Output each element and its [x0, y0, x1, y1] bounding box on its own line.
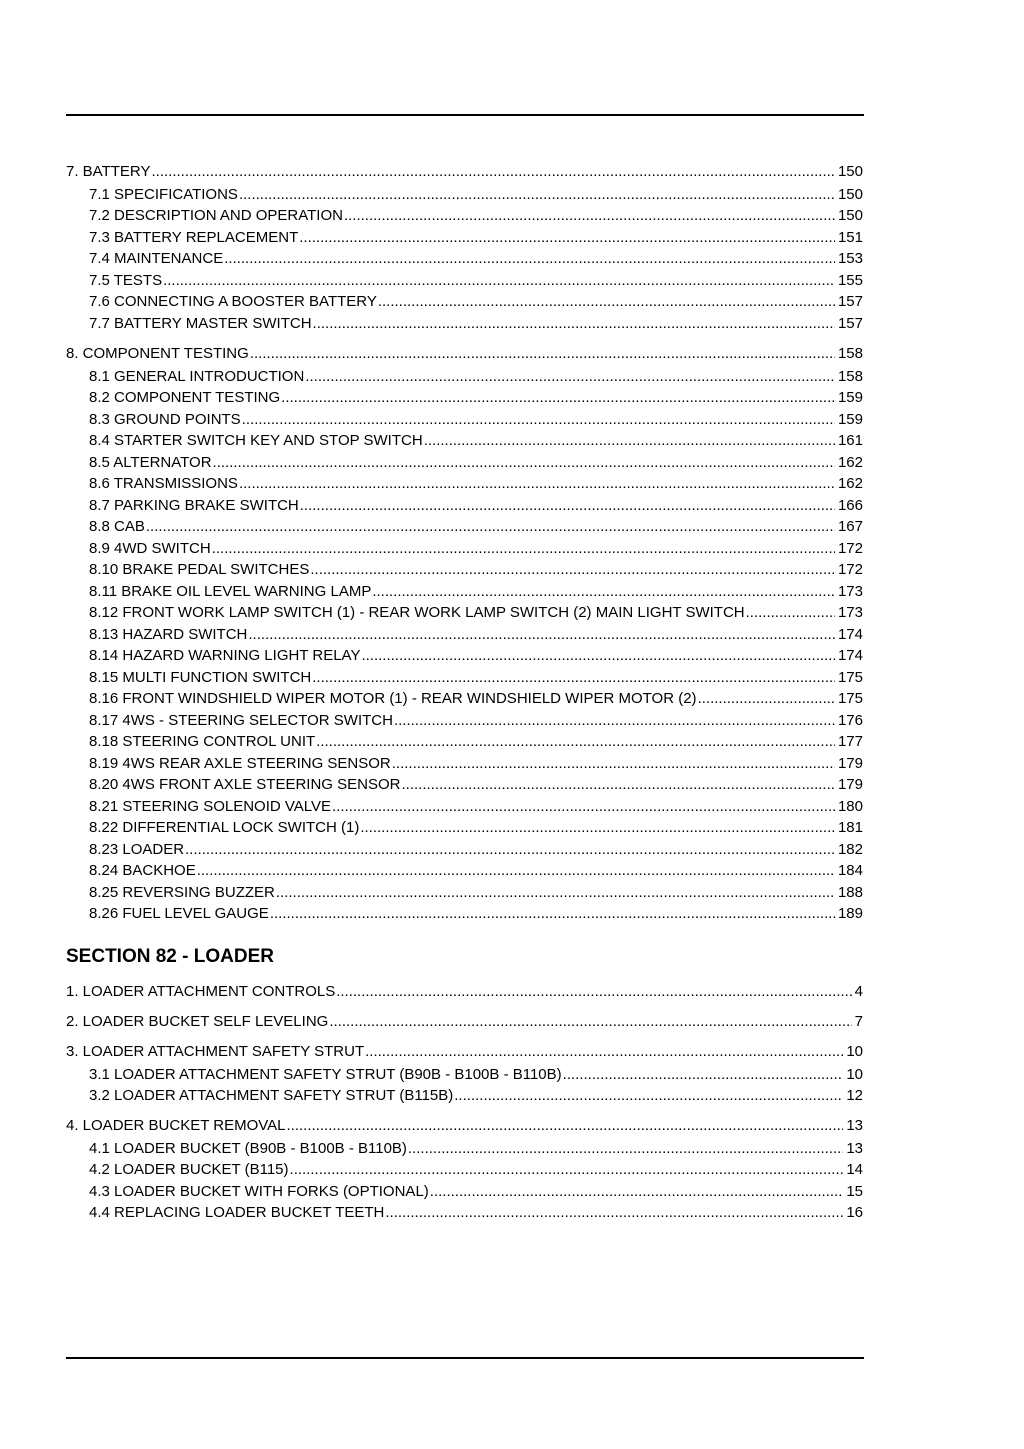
toc-leader-dots — [312, 669, 835, 686]
toc-entry-8-3[interactable] — [89, 408, 863, 428]
toc-leader-dots — [336, 983, 851, 1000]
toc-entry-page: 176 — [837, 712, 863, 729]
toc-entry-booster-battery[interactable] — [89, 290, 863, 310]
toc-entry-title: 8.22 DIFFERENTIAL LOCK SWITCH (1) — [89, 819, 360, 836]
toc-entry-title: 4.1 LOADER BUCKET (B90B - B100B - B110B) — [89, 1140, 407, 1157]
toc-entry-title: 8.21 STEERING SOLENOID VALVE — [89, 798, 332, 815]
toc-entry-page: 13 — [846, 1117, 863, 1134]
toc-entry-title: 7.7 BATTERY MASTER SWITCH — [89, 315, 312, 332]
toc-entry-page: 172 — [837, 561, 863, 578]
toc-entry-title: 8.12 FRONT WORK LAMP SWITCH (1) - REAR WORK LAMP SWITCH (2) MAIN LIGHT SWITCH — [89, 604, 745, 621]
toc-entry-page: 15 — [846, 1183, 863, 1200]
toc-entry-title: 7.2 DESCRIPTION AND OPERATION — [89, 207, 343, 224]
toc-leader-dots — [332, 798, 835, 815]
toc-entry-title: 8.20 4WS FRONT AXLE STEERING SENSOR — [89, 776, 401, 793]
toc-entry-title: 3. LOADER ATTACHMENT SAFETY STRUT — [66, 1043, 365, 1060]
toc-entry-page: 173 — [837, 604, 863, 621]
toc-leader-dots — [248, 626, 835, 643]
toc-entry-8-24[interactable] — [89, 859, 863, 879]
toc-leader-dots — [746, 604, 835, 621]
toc-leader-dots — [454, 1087, 843, 1104]
toc-entry-page: 150 — [837, 207, 863, 224]
toc-entry-title: 8.9 4WD SWITCH — [89, 540, 211, 557]
toc-leader-dots — [163, 272, 835, 289]
toc-entry-title: 8.25 REVERSING BUZZER — [89, 884, 275, 901]
toc-entry-tests[interactable] — [89, 269, 863, 289]
toc-leader-dots — [224, 250, 835, 267]
toc-entry-3-2[interactable] — [89, 1084, 863, 1104]
toc-entry-title: 8. COMPONENT TESTING — [66, 345, 249, 362]
toc-entry-page: 158 — [837, 345, 863, 362]
toc-entry-title: 7.6 CONNECTING A BOOSTER BATTERY — [89, 293, 377, 310]
toc-entry-page: 174 — [837, 626, 863, 643]
toc-leader-dots — [365, 1043, 843, 1060]
toc-entry-bucket-removal[interactable] — [66, 1114, 863, 1134]
toc-entry-8-16[interactable] — [89, 687, 863, 707]
toc-entry-page: 161 — [837, 432, 863, 449]
toc-entry-title: 8.7 PARKING BRAKE SWITCH — [89, 497, 299, 514]
toc-entry-4-1[interactable] — [89, 1137, 863, 1157]
toc-entry-title: 8.6 TRANSMISSIONS — [89, 475, 238, 492]
toc-entry-title: 7.5 TESTS — [89, 272, 163, 289]
toc-leader-dots — [146, 518, 835, 535]
toc-entry-page: 177 — [837, 733, 863, 750]
toc-entry-page: 172 — [837, 540, 863, 557]
toc-entry-8-1[interactable] — [89, 365, 863, 385]
toc-leader-dots — [290, 1161, 844, 1178]
toc-entry-page: 158 — [837, 368, 863, 385]
toc-entry-title: 8.4 STARTER SWITCH KEY AND STOP SWITCH — [89, 432, 423, 449]
toc-entry-page: 182 — [837, 841, 863, 858]
toc-entry-title: 3.2 LOADER ATTACHMENT SAFETY STRUT (B115B) — [89, 1087, 454, 1104]
toc-entry-title: 8.24 BACKHOE — [89, 862, 196, 879]
toc-entry-page: 155 — [837, 272, 863, 289]
toc-entry-page: 179 — [837, 755, 863, 772]
toc-entry-8-14[interactable] — [89, 644, 863, 664]
toc-entry-title: 8.10 BRAKE PEDAL SWITCHES — [89, 561, 310, 578]
toc-entry-page: 157 — [837, 315, 863, 332]
toc-entry-title: 4. LOADER BUCKET REMOVAL — [66, 1117, 286, 1134]
toc-entry-title: 2. LOADER BUCKET SELF LEVELING — [66, 1013, 329, 1030]
toc-entry-8-9[interactable] — [89, 537, 863, 557]
toc-leader-dots — [250, 345, 835, 362]
toc-entry-loader-controls[interactable] — [66, 980, 863, 1000]
toc-leader-dots — [197, 862, 835, 879]
toc-entry-page: 162 — [837, 475, 863, 492]
toc-entry-3-1[interactable] — [89, 1063, 863, 1083]
toc-leader-dots — [212, 540, 835, 557]
toc-entry-title: 8.5 ALTERNATOR — [89, 454, 212, 471]
toc-entry-page: 175 — [837, 669, 863, 686]
toc-entry-page: 150 — [837, 186, 863, 203]
toc-entry-8-5[interactable] — [89, 451, 863, 471]
toc-entry-8-8[interactable] — [89, 515, 863, 535]
toc-entry-8-23[interactable] — [89, 838, 863, 858]
toc-entry-4-3[interactable] — [89, 1180, 863, 1200]
toc-entry-page: 10 — [846, 1066, 863, 1083]
toc-leader-dots — [361, 647, 835, 664]
toc-entry-page: 159 — [837, 411, 863, 428]
toc-leader-dots — [329, 1013, 851, 1030]
toc-entry-specifications[interactable] — [89, 183, 863, 203]
toc-entry-maintenance[interactable] — [89, 247, 863, 267]
toc-entry-8-17[interactable] — [89, 709, 863, 729]
toc-entry-title: 8.26 FUEL LEVEL GAUGE — [89, 905, 269, 922]
toc-entry-8-18[interactable] — [89, 730, 863, 750]
toc-leader-dots — [276, 884, 835, 901]
toc-entry-page: 189 — [837, 905, 863, 922]
toc-entry-title: 8.23 LOADER — [89, 841, 185, 858]
toc-entry-8-2[interactable] — [89, 386, 863, 406]
toc-entry-page: 159 — [837, 389, 863, 406]
toc-entry-page: 173 — [837, 583, 863, 600]
toc-leader-dots — [239, 475, 835, 492]
toc-entry-title: 4.3 LOADER BUCKET WITH FORKS (OPTIONAL) — [89, 1183, 429, 1200]
toc-entry-title: 8.18 STEERING CONTROL UNIT — [89, 733, 316, 750]
toc-leader-dots — [394, 712, 835, 729]
toc-entry-8-20[interactable] — [89, 773, 863, 793]
toc-entry-title: 8.16 FRONT WINDSHIELD WIPER MOTOR (1) - REAR WINDSHIELD WIPER MOTOR (2) — [89, 690, 697, 707]
toc-entry-page: 188 — [837, 884, 863, 901]
toc-entry-page: 157 — [837, 293, 863, 310]
toc-entry-page: 151 — [837, 229, 863, 246]
toc-leader-dots — [392, 755, 835, 772]
toc-entry-page: 16 — [846, 1204, 863, 1221]
toc-entry-8-6[interactable] — [89, 472, 863, 492]
toc-entry-8-12[interactable] — [89, 601, 863, 621]
toc-entry-description-operation[interactable] — [89, 204, 863, 224]
toc-entry-title: 4.2 LOADER BUCKET (B115) — [89, 1161, 289, 1178]
toc-entry-page: 175 — [837, 690, 863, 707]
toc-entry-title: 8.3 GROUND POINTS — [89, 411, 241, 428]
toc-entry-4-4[interactable] — [89, 1201, 863, 1221]
toc-entry-title: 8.8 CAB — [89, 518, 145, 535]
toc-entry-page: 162 — [837, 454, 863, 471]
toc-entry-page: 174 — [837, 647, 863, 664]
footer-rule — [66, 1357, 864, 1359]
toc-leader-dots — [151, 163, 834, 180]
toc-entry-title: 7.1 SPECIFICATIONS — [89, 186, 238, 203]
toc-entry-8-22[interactable] — [89, 816, 863, 836]
toc-entry-8-25[interactable] — [89, 881, 863, 901]
toc-entry-title: 8.11 BRAKE OIL LEVEL WARNING LAMP — [89, 583, 372, 600]
toc-entry-title: 8.13 HAZARD SWITCH — [89, 626, 248, 643]
toc-leader-dots — [213, 454, 835, 471]
toc-entry-page: 179 — [837, 776, 863, 793]
toc-leader-dots — [239, 186, 835, 203]
toc-entry-page: 153 — [837, 250, 863, 267]
toc-leader-dots — [281, 389, 835, 406]
toc-entry-8-26[interactable] — [89, 902, 863, 922]
toc-entry-title: 7.4 MAINTENANCE — [89, 250, 224, 267]
toc-entry-title: 3.1 LOADER ATTACHMENT SAFETY STRUT (B90B - B100B - B110B) — [89, 1066, 562, 1083]
toc-leader-dots — [344, 207, 835, 224]
toc-entry-title: 7. BATTERY — [66, 163, 151, 180]
toc-entry-page: 14 — [846, 1161, 863, 1178]
toc-leader-dots — [270, 905, 835, 922]
toc-entry-page: 12 — [846, 1087, 863, 1104]
toc-entry-title: 1. LOADER ATTACHMENT CONTROLS — [66, 983, 336, 1000]
toc-entry-8-19[interactable] — [89, 752, 863, 772]
toc-leader-dots — [424, 432, 835, 449]
toc-entry-battery-replacement[interactable] — [89, 226, 863, 246]
toc-leader-dots — [698, 690, 835, 707]
toc-entry-page: 13 — [846, 1140, 863, 1157]
toc-entry-title: 8.15 MULTI FUNCTION SWITCH — [89, 669, 312, 686]
toc-leader-dots — [313, 315, 835, 332]
toc-entry-title: 8.19 4WS REAR AXLE STEERING SENSOR — [89, 755, 391, 772]
toc-entry-page: 167 — [837, 518, 863, 535]
toc-leader-dots — [310, 561, 835, 578]
toc-leader-dots — [316, 733, 835, 750]
toc-entry-8-21[interactable] — [89, 795, 863, 815]
toc-entry-self-leveling[interactable] — [66, 1010, 863, 1030]
section-heading: SECTION 82 - LOADER — [66, 946, 274, 967]
toc-entry-8-15[interactable] — [89, 666, 863, 686]
toc-leader-dots — [385, 1204, 843, 1221]
toc-leader-dots — [299, 229, 835, 246]
toc-leader-dots — [408, 1140, 843, 1157]
toc-leader-dots — [372, 583, 835, 600]
toc-leader-dots — [430, 1183, 844, 1200]
toc-entry-master-switch[interactable] — [89, 312, 863, 332]
toc-entry-safety-strut[interactable] — [66, 1040, 863, 1060]
toc-entry-component-testing[interactable] — [66, 342, 863, 362]
toc-leader-dots — [378, 293, 835, 310]
toc-leader-dots — [360, 819, 835, 836]
toc-leader-dots — [300, 497, 835, 514]
toc-leader-dots — [305, 368, 835, 385]
toc-leader-dots — [185, 841, 835, 858]
toc-entry-battery[interactable] — [66, 160, 863, 180]
toc-entry-title: 8.17 4WS - STEERING SELECTOR SWITCH — [89, 712, 393, 729]
toc-entry-title: 7.3 BATTERY REPLACEMENT — [89, 229, 299, 246]
toc-entry-8-10[interactable] — [89, 558, 863, 578]
toc-entry-8-7[interactable] — [89, 494, 863, 514]
toc-leader-dots — [242, 411, 835, 428]
toc-entry-page: 180 — [837, 798, 863, 815]
header-rule — [66, 114, 864, 116]
toc-entry-title: 4.4 REPLACING LOADER BUCKET TEETH — [89, 1204, 385, 1221]
toc-entry-title: 8.14 HAZARD WARNING LIGHT RELAY — [89, 647, 361, 664]
toc-entry-page: 184 — [837, 862, 863, 879]
toc-entry-page: 181 — [837, 819, 863, 836]
toc-entry-page: 7 — [854, 1013, 863, 1030]
toc-entry-page: 10 — [846, 1043, 863, 1060]
toc-entry-8-11[interactable] — [89, 580, 863, 600]
toc-leader-dots — [287, 1117, 844, 1134]
toc-entry-8-4[interactable] — [89, 429, 863, 449]
toc-leader-dots — [401, 776, 834, 793]
toc-entry-page: 166 — [837, 497, 863, 514]
toc-entry-page: 150 — [837, 163, 863, 180]
toc-leader-dots — [563, 1066, 844, 1083]
toc-entry-4-2[interactable] — [89, 1158, 863, 1178]
toc-entry-page: 4 — [854, 983, 863, 1000]
toc-entry-8-13[interactable] — [89, 623, 863, 643]
toc-entry-title: 8.1 GENERAL INTRODUCTION — [89, 368, 305, 385]
toc-entry-title: 8.2 COMPONENT TESTING — [89, 389, 281, 406]
